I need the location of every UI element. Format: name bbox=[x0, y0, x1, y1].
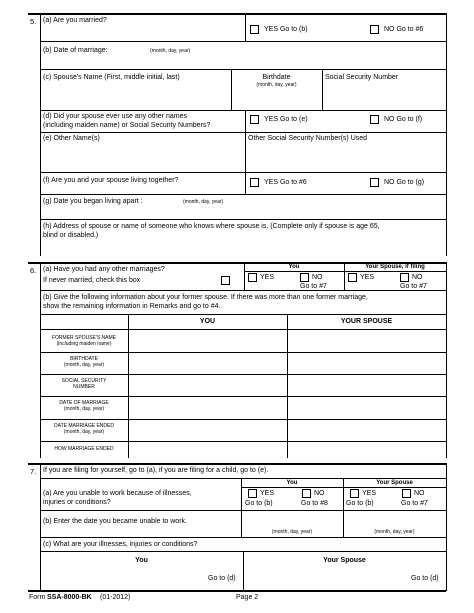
q6a-you-no-checkbox[interactable] bbox=[300, 273, 309, 282]
rule bbox=[40, 110, 446, 111]
q5d-label-1: (d) Did your spouse ever use any other names bbox=[43, 113, 187, 120]
q7c-spouse-header: Your Spouse bbox=[323, 557, 366, 564]
footer-form-id: SSA-8000-BK bbox=[47, 594, 92, 601]
rule bbox=[40, 314, 446, 315]
footer-form-prefix: Form bbox=[29, 594, 46, 601]
q5a-no-checkbox[interactable] bbox=[370, 25, 379, 34]
q6-row-ended-hint: (month, day, year) bbox=[63, 429, 105, 435]
q5c-birthdate-hint: (month, day, year) bbox=[256, 82, 297, 88]
q5b-label: (b) Date of marriage: bbox=[43, 47, 108, 54]
q5h-label-2: blind or disabled.) bbox=[43, 232, 99, 239]
q5f-no-label: NO Go to (g) bbox=[384, 179, 425, 186]
rule bbox=[40, 537, 446, 538]
q7b-spouse-hint: (month, day, year) bbox=[374, 529, 415, 535]
q5d-yes-label: YES Go to (e) bbox=[264, 116, 308, 123]
q6-row-dom-label: DATE OF MARRIAGE bbox=[59, 400, 109, 406]
rule bbox=[40, 374, 446, 375]
q7a-spouse-goto-b: Go to (b) bbox=[346, 500, 374, 507]
q5a-divider bbox=[245, 13, 246, 41]
q7a-you-yes-label: YES bbox=[260, 490, 275, 497]
q6a-you-go7: Go to #7 bbox=[300, 283, 327, 290]
q7-left-rule bbox=[40, 463, 41, 591]
q6b-label-2: show the remaining information in Remarks and go to #4. bbox=[43, 303, 221, 310]
footer-form-date: (01-2012) bbox=[100, 594, 131, 601]
rule bbox=[40, 290, 446, 291]
q5c-divider-2 bbox=[322, 69, 323, 110]
q5d-label-2: (including maiden name) or Social Security Numbers? bbox=[43, 122, 211, 129]
q6a-spouse-yes-label: YES bbox=[360, 274, 375, 281]
rule bbox=[244, 271, 446, 272]
q7-top-rule bbox=[28, 463, 446, 465]
q5h-label-1: (h) Address of spouse or name of someone who knows where spouse is. (Complete only if spouse is age 65, bbox=[43, 223, 380, 230]
q6b-label-1: (b) Give the following information about your former spouse. If there was more than one former marriage, bbox=[43, 294, 368, 301]
q5f-yes-checkbox[interactable] bbox=[250, 178, 259, 187]
q5f-divider bbox=[245, 172, 246, 194]
q5e-label: (e) Other Name(s) bbox=[43, 135, 100, 142]
q7a-spouse-no-checkbox[interactable] bbox=[402, 489, 411, 498]
q7a-spouse-yes-checkbox[interactable] bbox=[350, 489, 359, 498]
q5g-hint: (month, day, year) bbox=[183, 199, 224, 205]
footer-page: Page 2 bbox=[236, 594, 259, 601]
rule bbox=[241, 487, 446, 488]
q7-spouse-header: Your Spouse bbox=[376, 480, 413, 486]
q6a-you-no-label: NO bbox=[312, 274, 323, 281]
q7-intro: If you are filing for yourself, go to (a), if you are filing for a child, go to (e). bbox=[43, 467, 269, 474]
q5f-yes-label: YES Go to #6 bbox=[264, 179, 307, 186]
q6-you-name-field[interactable] bbox=[129, 330, 286, 351]
q7c-spouse-goto-d: Go to (d) bbox=[411, 575, 439, 582]
q5d-no-checkbox[interactable] bbox=[370, 115, 379, 124]
q7b-you-hint: (month, day, year) bbox=[271, 529, 313, 535]
q6a-you-yes-label: YES bbox=[260, 274, 275, 281]
q6-col-spouse: YOUR SPOUSE bbox=[340, 318, 393, 325]
q6-row-birthdate-hint: (month, day, year) bbox=[63, 362, 105, 368]
q5a-yes-checkbox[interactable] bbox=[250, 25, 259, 34]
rule bbox=[40, 194, 446, 195]
q7a-you-no-checkbox[interactable] bbox=[302, 489, 311, 498]
q7a-spouse-yes-label: YES bbox=[362, 490, 377, 497]
q6a-never-label: If never married, check this box bbox=[43, 277, 141, 284]
q6a-spouse-header: Your Spouse, if filing bbox=[365, 264, 425, 270]
q6a-you-yes-checkbox[interactable] bbox=[248, 273, 257, 282]
q5-top-rule bbox=[28, 13, 446, 15]
q5d-yes-checkbox[interactable] bbox=[250, 115, 259, 124]
q7c-you-goto-d: Go to (d) bbox=[208, 575, 236, 582]
q7a-you-goto-8: Go to #8 bbox=[301, 500, 328, 507]
q6a-label: (a) Have you had any other marriages? bbox=[43, 266, 165, 273]
q7a-you-goto-b: Go to (b) bbox=[245, 500, 273, 507]
q5-right-rule bbox=[446, 13, 447, 256]
q7b-label: (b) Enter the date you became unable to work. bbox=[43, 518, 187, 525]
q5a-label: (a) Are you married? bbox=[43, 17, 107, 24]
q6a-never-checkbox[interactable] bbox=[221, 276, 230, 285]
q6-row-birthdate-label: BIRTHDATE bbox=[70, 356, 98, 362]
rule bbox=[40, 132, 446, 133]
q5e-divider bbox=[245, 132, 246, 172]
q6a-spouse-no-checkbox[interactable] bbox=[400, 273, 409, 282]
q5c-ssn-label: Social Security Number bbox=[325, 74, 399, 81]
q7a-spouse-no-label: NO bbox=[414, 490, 425, 497]
rule bbox=[40, 478, 446, 479]
q6-row-ssn-label: SOCIAL SECURITY bbox=[61, 378, 107, 384]
q7-you-header: You bbox=[286, 480, 298, 486]
q5a-no-label: NO Go to #6 bbox=[384, 26, 424, 33]
rule bbox=[40, 396, 446, 397]
q7-bottom-rule bbox=[28, 590, 446, 592]
q5-number: 5. bbox=[30, 17, 37, 26]
q7a-label-2: injuries or conditions? bbox=[43, 499, 111, 506]
rule bbox=[40, 441, 446, 442]
q7a-you-no-label: NO bbox=[314, 490, 325, 497]
q7a-spouse-goto-7: Go to #7 bbox=[401, 500, 428, 507]
q6-row-dom-hint: (month, day, year) bbox=[63, 406, 105, 412]
rule bbox=[40, 219, 446, 220]
q7-number: 7. bbox=[30, 467, 37, 476]
q6a-spouse-go7: Go to #7 bbox=[400, 283, 427, 290]
q6-col-you: YOU bbox=[199, 318, 216, 325]
rule bbox=[40, 419, 446, 420]
q6a-spouse-no-label: NO bbox=[412, 274, 423, 281]
q6a-you-header: You bbox=[288, 264, 300, 270]
q5c-birthdate-label: Birthdate bbox=[262, 74, 291, 81]
q7a-you-yes-checkbox[interactable] bbox=[248, 489, 257, 498]
q6-row-ssn-hint: NUMBER bbox=[73, 384, 95, 390]
q6-row-name-hint: (including maiden name) bbox=[56, 341, 112, 347]
q7c-you-header: You bbox=[135, 557, 148, 564]
rule bbox=[40, 41, 446, 42]
rule bbox=[40, 510, 446, 511]
q5d-divider bbox=[245, 110, 246, 132]
q5g-label: (g) Date you began living apart : bbox=[43, 198, 143, 205]
q7a-label-1: (a) Are you unable to work because of illnesses, bbox=[43, 490, 192, 497]
rule bbox=[40, 69, 446, 70]
q5c-label: (c) Spouse's Name (First, middle initial, last) bbox=[43, 74, 180, 81]
q5f-no-checkbox[interactable] bbox=[370, 178, 379, 187]
q6-number: 6. bbox=[30, 266, 37, 275]
q5b-hint: (month, day, year) bbox=[150, 48, 191, 54]
rule bbox=[40, 172, 446, 173]
q6-right-rule bbox=[446, 262, 447, 458]
q7-right-rule bbox=[446, 463, 447, 591]
q6-spouse-name-field[interactable] bbox=[288, 330, 445, 351]
q6-row-name-label: FORMER SPOUSE'S NAME bbox=[51, 335, 117, 341]
q6-row-ended-label: DATE MARRIAGE ENDED bbox=[54, 423, 114, 429]
rule bbox=[40, 352, 446, 353]
q5e-other-ssn-label: Other Social Security Number(s) Used bbox=[248, 135, 368, 142]
q5f-label: (f) Are you and your spouse living together? bbox=[43, 177, 179, 184]
q5d-no-label: NO Go to (f) bbox=[384, 116, 423, 123]
q7c-label: (c) What are your illnesses, injuries or conditions? bbox=[43, 541, 198, 548]
q6a-spouse-yes-checkbox[interactable] bbox=[348, 273, 357, 282]
q5a-yes-label: YES Go to (b) bbox=[264, 26, 308, 33]
q6-row-how-label: HOW MARRIAGE ENDED bbox=[54, 446, 114, 452]
